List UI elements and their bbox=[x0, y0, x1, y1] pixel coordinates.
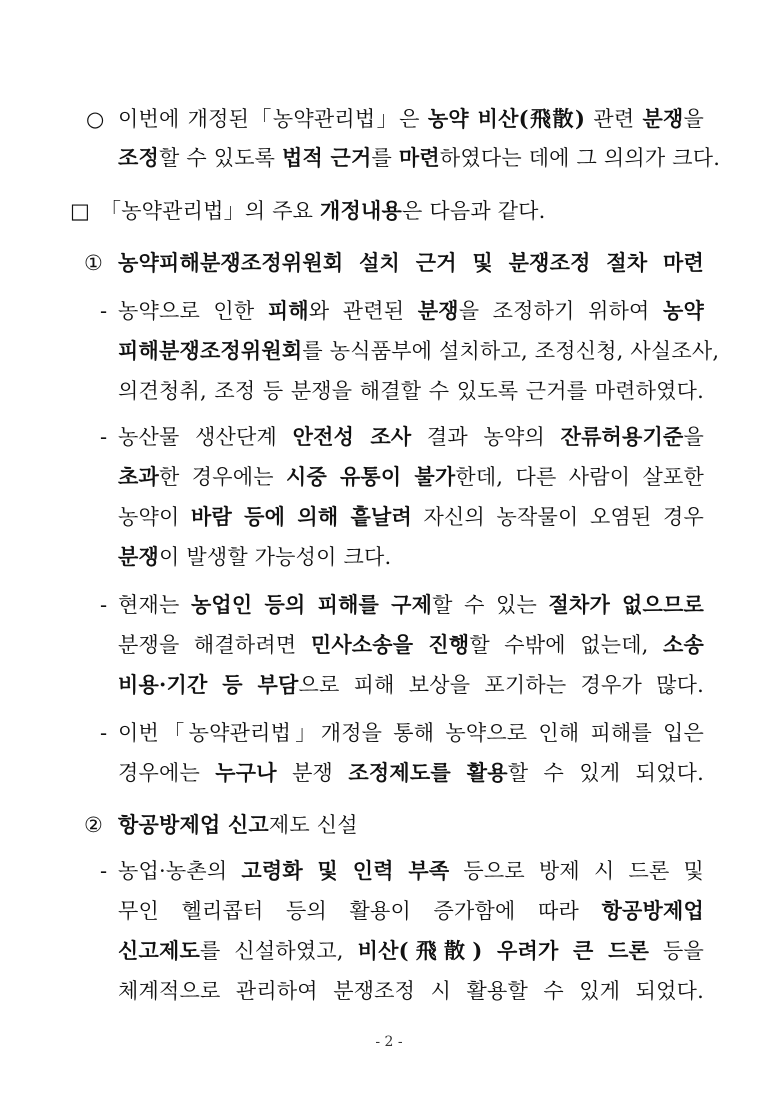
item1-b1-line1: 농약으로 인한 피해와 관련된 분쟁을 조정하기 위하여 농약 bbox=[118, 298, 704, 323]
item1-b2-line3: 농약이 바람 등에 의해 흩날려 자신의 농작물이 오염된 경우 bbox=[118, 504, 704, 529]
item1-b3-line2: 분쟁을 해결하려면 민사소송을 진행할 수밖에 없는데, 소송 bbox=[118, 632, 705, 657]
section-heading: 「농약관리법」의 주요 개정내용은 다음과 같다. bbox=[100, 198, 546, 223]
item2-b1-line1: 농업·농촌의 고령화 및 인력 부족 등으로 방제 시 드론 및 bbox=[118, 858, 705, 883]
intro-line-1: 이번에 개정된「농약관리법」은 농약 비산(飛散) 관련 분쟁을 bbox=[118, 106, 704, 131]
item1-b2-line1: 농산물 생산단계 안전성 조사 결과 농약의 잔류허용기준을 bbox=[118, 424, 704, 449]
item2-b1-line2: 무인 헬리콥터 등의 활용이 증가함에 따라 항공방제업 bbox=[118, 898, 704, 923]
item1-b3-line1: 현재는 농업인 등의 피해를 구제할 수 있는 절차가 없으므로 bbox=[118, 592, 704, 617]
item2-title: 항공방제업 신고제도 신설 bbox=[118, 812, 358, 837]
dash-bullet: - bbox=[100, 721, 108, 745]
item1-title: 농약피해분쟁조정위원회 설치 근거 및 분쟁조정 절차 마련 bbox=[118, 250, 704, 275]
dash-bullet: - bbox=[100, 859, 108, 883]
item1-b2-line2: 초과한 경우에는 시중 유통이 불가한데, 다른 사람이 살포한 bbox=[118, 464, 704, 489]
square-bullet: □ bbox=[70, 199, 90, 223]
circled-number-2: ② bbox=[84, 813, 103, 837]
dash-bullet: - bbox=[100, 425, 108, 449]
dash-bullet: - bbox=[100, 299, 108, 323]
item1-b4-line2: 경우에는 누구나 분쟁 조정제도를 활용할 수 있게 되었다. bbox=[118, 760, 704, 785]
dash-bullet: - bbox=[100, 593, 108, 617]
page-number: - 2 - bbox=[375, 1034, 403, 1050]
circle-bullet: ○ bbox=[86, 107, 105, 131]
item1-b4-line1: 이번「농약관리법」개정을 통해 농약으로 인해 피해를 입은 bbox=[118, 721, 704, 745]
item1-b1-line2: 피해분쟁조정위원회를 농식품부에 설치하고, 조정신청, 사실조사, bbox=[118, 338, 720, 363]
item2-b1-line3: 신고제도를 신설하였고, 비산(飛散) 우려가 큰 드론 등을 bbox=[118, 938, 705, 963]
item2-b1-line4: 체계적으로 관리하여 분쟁조정 시 활용할 수 있게 되었다. bbox=[118, 979, 704, 1003]
item1-b1-line3: 의견청취, 조정 등 분쟁을 해결할 수 있도록 근거를 마련하였다. bbox=[118, 379, 704, 403]
item1-b2-line4: 분쟁이 발생할 가능성이 크다. bbox=[118, 544, 392, 569]
intro-line-2: 조정할 수 있도록 법적 근거를 마련하였다는 데에 그 의의가 크다. bbox=[118, 145, 721, 170]
item1-b3-line3: 비용·기간 등 부담으로 피해 보상을 포기하는 경우가 많다. bbox=[118, 672, 704, 697]
circled-number-1: ① bbox=[84, 251, 103, 275]
